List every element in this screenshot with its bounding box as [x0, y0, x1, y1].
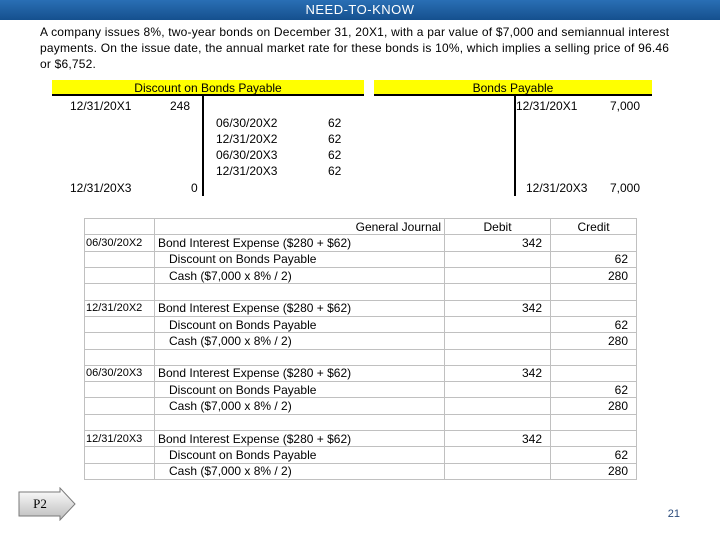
- discount-credit-date: 12/31/20X3: [216, 164, 278, 178]
- journal-title: General Journal: [155, 219, 445, 235]
- journal-spacer-row: [85, 284, 637, 300]
- journal-spacer-row: [85, 414, 637, 430]
- discount-credit-amount: 62: [328, 164, 342, 178]
- entry-debit: [445, 333, 551, 349]
- page-number: 21: [667, 508, 680, 520]
- entry-account: Discount on Bonds Payable: [155, 316, 445, 332]
- bonds-credit-date: 12/31/20X1: [516, 99, 578, 113]
- discount-balance-amount: 0: [191, 181, 198, 195]
- discount-balance-date: 12/31/20X3: [70, 181, 132, 195]
- entry-credit: [551, 365, 637, 381]
- entry-credit: 62: [551, 382, 637, 398]
- discount-credit-amount: 62: [328, 132, 342, 146]
- discount-credit-date: 06/30/20X3: [216, 148, 278, 162]
- entry-date: 06/30/20X2: [85, 235, 155, 251]
- general-journal: [84, 218, 637, 480]
- entry-account: Bond Interest Expense ($280 + $62): [155, 235, 445, 251]
- discount-debit-date: 12/31/20X1: [70, 99, 132, 113]
- journal-row: [85, 365, 637, 381]
- learning-objective-label: P2: [33, 496, 47, 511]
- entry-account: Cash ($7,000 x 8% / 2): [155, 267, 445, 283]
- entry-debit: [445, 447, 551, 463]
- journal-row: [85, 267, 637, 283]
- discount-debit-amount: 248: [170, 99, 191, 113]
- journal-row: [85, 447, 637, 463]
- entry-account: Bond Interest Expense ($280 + $62): [155, 300, 445, 316]
- entry-credit: 280: [551, 333, 637, 349]
- entry-account: Cash ($7,000 x 8% / 2): [155, 333, 445, 349]
- entry-debit: [445, 316, 551, 332]
- journal-row: [85, 463, 637, 479]
- journal-row: [85, 398, 637, 414]
- entry-debit: [445, 398, 551, 414]
- discount-credit-date: 06/30/20X2: [216, 116, 278, 130]
- journal-row: [85, 251, 637, 267]
- entry-debit: [445, 463, 551, 479]
- entry-credit: 62: [551, 447, 637, 463]
- bonds-account-title: Bonds Payable: [374, 80, 652, 96]
- discount-account-divider: [202, 96, 204, 196]
- entry-account: Bond Interest Expense ($280 + $62): [155, 365, 445, 381]
- problem-statement: A company issues 8%, two-year bonds on December 31, 20X1, with a par value of $7,000 and semiannual interest payments. On the issue date, the annual market rate for these bonds is 10%, which implies a selling price of 96.46 or $6,752.: [40, 25, 670, 71]
- slide-title-bar: [0, 0, 720, 20]
- entry-account: Discount on Bonds Payable: [155, 447, 445, 463]
- entry-credit: [551, 300, 637, 316]
- entry-account: Cash ($7,000 x 8% / 2): [155, 398, 445, 414]
- entry-debit: 342: [445, 300, 551, 316]
- entry-credit: 280: [551, 398, 637, 414]
- entry-credit: 62: [551, 316, 637, 332]
- entry-debit: [445, 267, 551, 283]
- entry-account: Discount on Bonds Payable: [155, 382, 445, 398]
- entry-account: Discount on Bonds Payable: [155, 251, 445, 267]
- discount-credit-date: 12/31/20X2: [216, 132, 278, 146]
- journal-row: [85, 431, 637, 447]
- bonds-balance-date: 12/31/20X3: [526, 181, 588, 195]
- journal-row: [85, 382, 637, 398]
- entry-date: 06/30/20X3: [85, 365, 155, 381]
- discount-credit-amount: 62: [328, 116, 342, 130]
- journal-row: [85, 316, 637, 332]
- slide-title: NEED-TO-KNOW: [305, 2, 415, 17]
- entry-debit: 342: [445, 431, 551, 447]
- entry-debit: 342: [445, 365, 551, 381]
- entry-debit: 342: [445, 235, 551, 251]
- entry-account: Bond Interest Expense ($280 + $62): [155, 431, 445, 447]
- journal-header-row: [85, 219, 637, 235]
- entry-date: 12/31/20X3: [85, 431, 155, 447]
- journal-row: [85, 333, 637, 349]
- bonds-balance-amount: 7,000: [610, 181, 641, 195]
- debit-column-header: Debit: [445, 219, 551, 235]
- entry-credit: [551, 431, 637, 447]
- entry-debit: [445, 382, 551, 398]
- bonds-credit-amount: 7,000: [610, 99, 641, 113]
- journal-row: [85, 300, 637, 316]
- journal-spacer-row: [85, 349, 637, 365]
- entry-credit: 62: [551, 251, 637, 267]
- discount-account-title: Discount on Bonds Payable: [52, 80, 364, 96]
- journal-row: [85, 235, 637, 251]
- entry-credit: 280: [551, 267, 637, 283]
- entry-credit: 280: [551, 463, 637, 479]
- entry-credit: [551, 235, 637, 251]
- entry-date: 12/31/20X2: [85, 300, 155, 316]
- entry-account: Cash ($7,000 x 8% / 2): [155, 463, 445, 479]
- discount-credit-amount: 62: [328, 148, 342, 162]
- credit-column-header: Credit: [551, 219, 637, 235]
- entry-debit: [445, 251, 551, 267]
